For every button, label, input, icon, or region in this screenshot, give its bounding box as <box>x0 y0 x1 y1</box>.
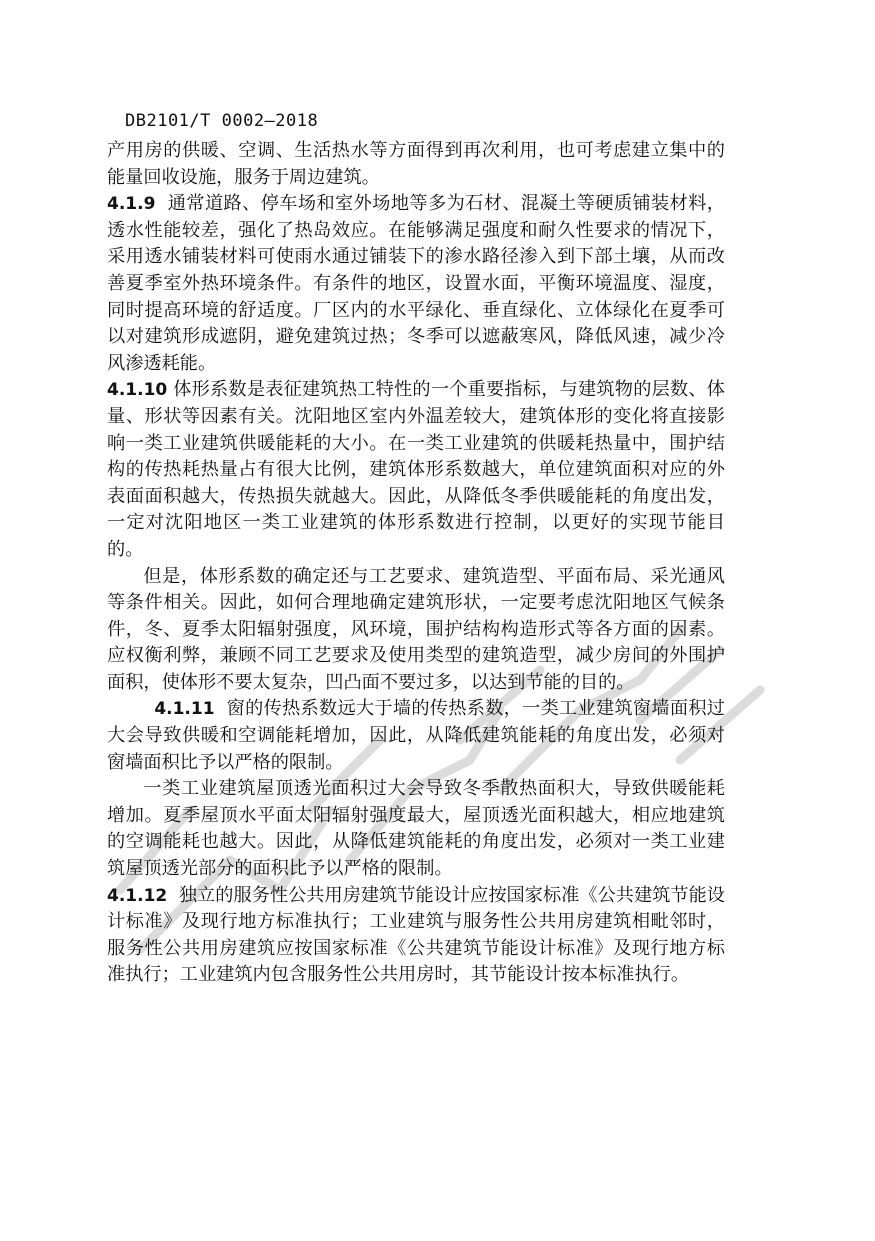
paragraph-text: 一类工业建筑屋顶透光面积过大会导致冬季散热面积大，导致供暖能耗增加。夏季屋顶水平面太阳辐射强度最大，屋顶透光面积越大，相应地建筑的空调能耗也越大。因此，从降低建筑能耗的角度出发，必须对一类工业建筑屋顶透光部分的面积比予以严格的限制。 <box>107 778 725 880</box>
clause-text: 通常道路、停车场和室外场地等多为石材、混凝土等硬质铺装材料，透水性能较差，强化了热岛效应。在能够满足强度和耐久性要求的情况下，采用透水铺装材料可使雨水通过铺装下的渗水路径渗入到下部土壤，从而改善夏季室外热环境条件。有条件的地区，设置水面，平衡环境温度、湿度，同时提高环境的舒适度。厂区内的水平绿化、垂直绿化、立体绿化在夏季可以对建筑形成遮阴，避免建筑过热；冬季可以遮蔽寒风，降低风速，减少冷风渗透耗能。 <box>107 193 725 374</box>
clause-text: 独立的服务性公共用房建筑节能设计应按国家标准《公共建筑节能设计标准》及现行地方标准执行；工业建筑与服务性公共用房建筑相毗邻时，服务性公共用房建筑应按国家标准《公共建筑节能设计标准》及现行地方标准执行；工业建筑内包含服务性公共用房时，其节能设计按本标准执行。 <box>107 884 725 986</box>
document-code-header: DB2101/T 0002—2018 <box>125 111 319 131</box>
clause-number: 4.1.12 <box>107 885 168 906</box>
clause-4-1-11 <box>107 696 725 776</box>
clause-number: 4.1.10 <box>107 380 168 401</box>
paragraph-indented <box>107 776 725 882</box>
clause-4-1-9 <box>107 191 725 377</box>
clause-4-1-12 <box>107 883 725 989</box>
paragraph-continuation <box>107 138 725 191</box>
paragraph-indented <box>107 564 725 697</box>
clause-number: 4.1.11 <box>154 699 215 720</box>
clause-text: 体形系数是表征建筑热工特性的一个重要指标，与建筑物的层数、体量、形状等因素有关。沈阳地区室内外温差较大，建筑体形的变化将直接影响一类工业建筑供暖能耗的大小。在一类工业建筑的供暖耗热量中，围护结构的传热耗热量占有很大比例，建筑体形系数越大，单位建筑面积对应的外表面面积越大，传热损失就越大。因此，从降低冬季供暖能耗的角度出发，一定对沈阳地区一类工业建筑的体形系数进行控制，以更好的实现节能目的。 <box>107 379 725 560</box>
document-body <box>107 138 725 989</box>
paragraph-text: 但是，体形系数的确定还与工艺要求、建筑造型、平面布局、采光通风等条件相关。因此，如何合理地确定建筑形状，一定要考虑沈阳地区气候条件，冬、夏季太阳辐射强度，风环境，围护结构构造形式等各方面的因素。应权衡利弊，兼顾不同工艺要求及使用类型的建筑造型，减少房间的外围护面积，使体形不要太复杂，凹凸面不要过多，以达到节能的目的。 <box>107 565 725 693</box>
clause-number: 4.1.9 <box>107 194 156 215</box>
paragraph-text: 产用房的供暖、空调、生活热水等方面得到再次利用，也可考虑建立集中的能量回收设施，服务于周边建筑。 <box>107 140 725 188</box>
clause-text: 窗的传热系数远大于墙的传热系数，一类工业建筑窗墙面积过大会导致供暖和空调能耗增加，因此，从降低建筑能耗的角度出发，必须对窗墙面积比予以严格的限制。 <box>107 698 725 773</box>
clause-4-1-10 <box>107 377 725 563</box>
